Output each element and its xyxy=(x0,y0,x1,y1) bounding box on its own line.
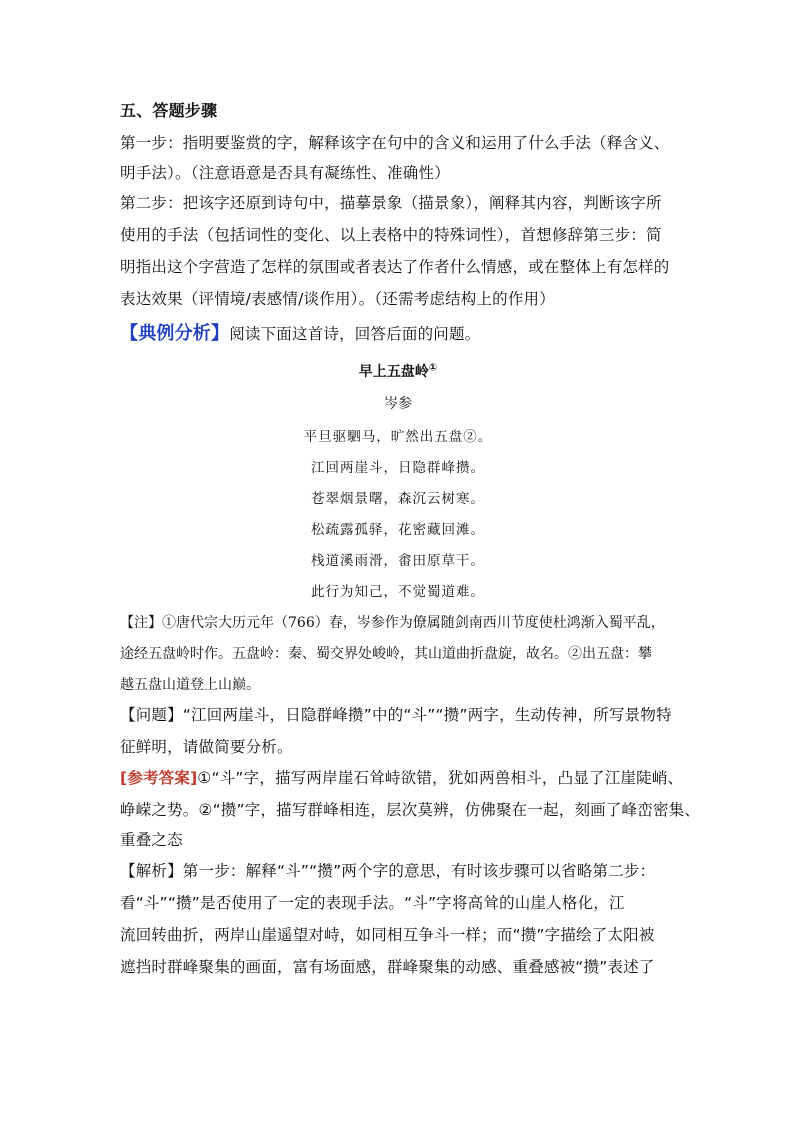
note-line1: 【注】①唐代宗大历元年（766）春，岑参作为僚属随剑南西川节度使杜鸿渐入蜀平乱， xyxy=(120,615,665,631)
example-tag: 【典例分析】 xyxy=(120,323,230,344)
question-line2: 征鲜明，请做简要分析。 xyxy=(120,738,293,756)
note-line3: 越五盘山道登上山巅。 xyxy=(120,677,260,693)
note-line2: 途经五盘岭时作。五盘岭：秦、蜀交界处峻岭，其山道曲折盘旋，故名。②出五盘：攀 xyxy=(120,646,652,662)
answer-tag: [参考答案] xyxy=(120,769,198,787)
step2-line4: 表达效果（评情境/表感情/谈作用）。（还需考虑结构上的作用） xyxy=(120,290,555,308)
answer-line2: 峥嵘之势。②“攒”字，描写群峰相连，层次莫辨，仿佛聚在一起，刻画了峰峦密集、 xyxy=(120,801,701,819)
poem-author: 岑参 xyxy=(384,396,412,412)
poem-line: 江回两崖斗，日隐群峰攒。 xyxy=(311,460,485,476)
poem-title-footnote-mark: ① xyxy=(428,362,438,374)
step1-line1: 第一步：指明要鉴赏的字，解释该字在句中的含义和运用了什么手法（释含义、 xyxy=(120,134,670,152)
poem-line: 苍翠烟景曙，森沉云树寒。 xyxy=(311,491,485,507)
question-line1: 【问题】“江回两崖斗，日隐群峰攒”中的“斗”“攒”两字，生动传神，所写景物特 xyxy=(120,706,672,724)
example-intro: 阅读下面这首诗，回答后面的问题。 xyxy=(229,325,481,343)
step1-line2: 明手法）。（注意语意是否具有凝练性、准确性） xyxy=(120,164,450,182)
poem-line: 栈道溪雨滑，畬田原草干。 xyxy=(311,553,485,569)
step2-line2: 使用的手法（包括词性的变化、以上表格中的特殊词性），首想修辞第三步：简 xyxy=(120,226,662,244)
answer-row1 xyxy=(120,768,688,788)
poem-title: 早上五盘岭 xyxy=(358,364,429,380)
analysis-line1: 【解析】第一步：解释“斗”“攒”两个字的意思，有时该步骤可以省略第二步： xyxy=(120,862,656,880)
poem-line: 松疏露孤驿，花密藏回滩。 xyxy=(311,522,485,538)
analysis-line4: 遮挡时群峰聚集的画面，富有场面感，群峰聚集的动感、重叠感被“攒”表述了 xyxy=(120,958,655,976)
answer-line1: ①“斗”字，描写两岸崖石耸峙欲错，犹如两兽相斗，凸显了江崖陡峭、 xyxy=(197,769,684,787)
example-intro-row xyxy=(120,324,688,344)
answer-line3: 重叠之态 xyxy=(120,831,183,849)
step2-line1: 第二步：把该字还原到诗句中，描摹景象（描景象），阐释其内容，判断该字所 xyxy=(120,194,662,212)
poem-line: 此行为知己，不觉蜀道难。 xyxy=(311,584,485,600)
analysis-line3: 流回转曲折，两岸山崖遥望对峙，如同相互争斗一样；而“攒”字描绘了太阳被 xyxy=(120,926,655,944)
step2-line3: 明指出这个字营造了怎样的氛围或者表达了作者什么情感，或在整体上有怎样的 xyxy=(120,258,670,276)
analysis-line2: 看“斗”“攒”是否使用了一定的表现手法。“斗”字将高耸的山崖人格化，江 xyxy=(120,894,625,912)
poem-title-row xyxy=(120,361,676,381)
poem-line: 平旦驱駟马，旷然出五盘②。 xyxy=(303,429,493,445)
section-heading: 五、答题步骤 xyxy=(120,101,218,120)
